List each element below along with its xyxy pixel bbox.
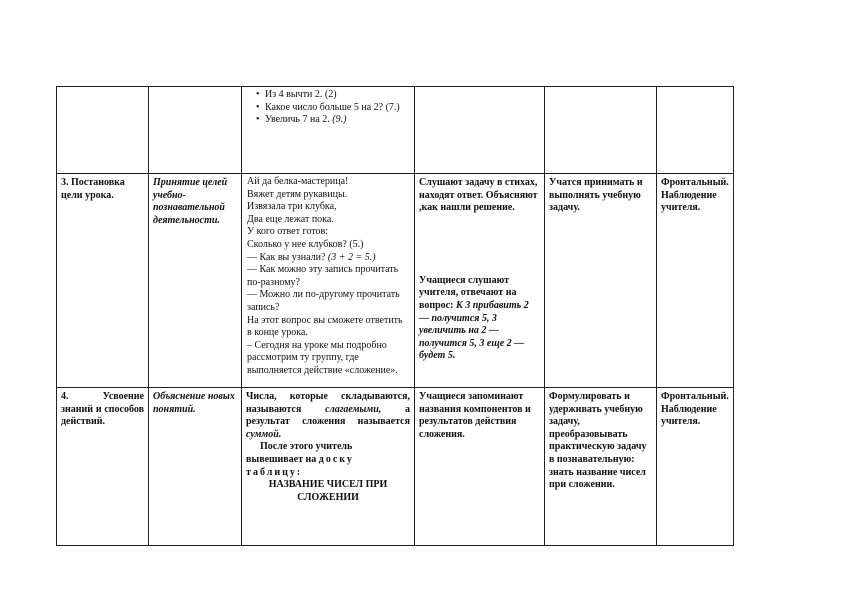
list-item: • Увеличь 7 на 2. (9.) <box>257 114 409 127</box>
cell-content <box>242 388 415 546</box>
list-item: • Из 4 вычти 2. (2) <box>257 89 409 102</box>
cell-content <box>242 87 415 174</box>
students-answer: Учащиеся слушают учителя, отвечают на вопрос: К 3 прибавить 2 — получится 5, 3 увеличить на 2 — получится 5, 3 еще 2 —будет 5. <box>419 274 529 362</box>
table-row <box>57 174 734 388</box>
cell-goal <box>149 87 242 174</box>
cell-stage <box>57 87 149 174</box>
stage-title: 4. Усвоение знаний и способов действий. <box>57 388 149 546</box>
cell-students <box>415 87 545 174</box>
task-list <box>247 89 409 127</box>
cell-content: Ай да белка-мастерица! Вяжет детям рукавицы. Извязала три клубка, Два еще лежат пока. У кого ответ готов: Сколько у нее клубков? (5.) — Как вы узнали? (3 + 2 = 5.) — Как можно эту запись прочитать по-разному? — Можно ли по-другому прочитать запись? На этот вопрос вы сможете ответить в конце урока. – Сегодня на уроке мы подробно рассмотрим ту группу, где выполняется действие «сложение». <box>242 174 415 388</box>
list-item: • Какое число больше 5 на 2? (7.) <box>257 102 409 115</box>
cell-form: Фронтальный. Наблюдение учителя. <box>657 174 734 388</box>
table-row <box>57 388 734 546</box>
definition-text: Числа, которые складываются, называются слагаемыми, а результат сложения называется суммой. <box>246 391 411 440</box>
lesson-table <box>56 86 734 546</box>
cell-students <box>415 174 545 388</box>
stage-title: 3. Постановка цели урока. <box>57 174 149 388</box>
cell-uud: Формулировать и удерживать учебную задачу, преобразовывать практическую задачу в познавательную: знать название чисел при сложении. <box>545 388 657 546</box>
cell-uud <box>545 87 657 174</box>
board-table-title: НАЗВАНИЕ ЧИСЕЛ ПРИ СЛОЖЕНИИ <box>268 479 388 503</box>
stage-goal: Объяснение новых понятий. <box>149 388 242 546</box>
cell-uud: Учатся принимать и выполнять учебную задачу. <box>545 174 657 388</box>
cell-form: Фронтальный. Наблюдение учителя. <box>657 388 734 546</box>
cell-form <box>657 87 734 174</box>
cell-students: Учащиеся запоминают названия компонентов и результатов действия сложения. <box>415 388 545 546</box>
teacher-action: После этого учитель вывешивает на доску таблицу: <box>246 441 354 478</box>
stage-goal: Принятие целей учебно-познавательной деятельности. <box>149 174 242 388</box>
table-row <box>57 87 734 174</box>
students-activity: Слушают задачу в стихах, находят ответ. Объясняют ,как нашли решение. <box>419 177 538 214</box>
